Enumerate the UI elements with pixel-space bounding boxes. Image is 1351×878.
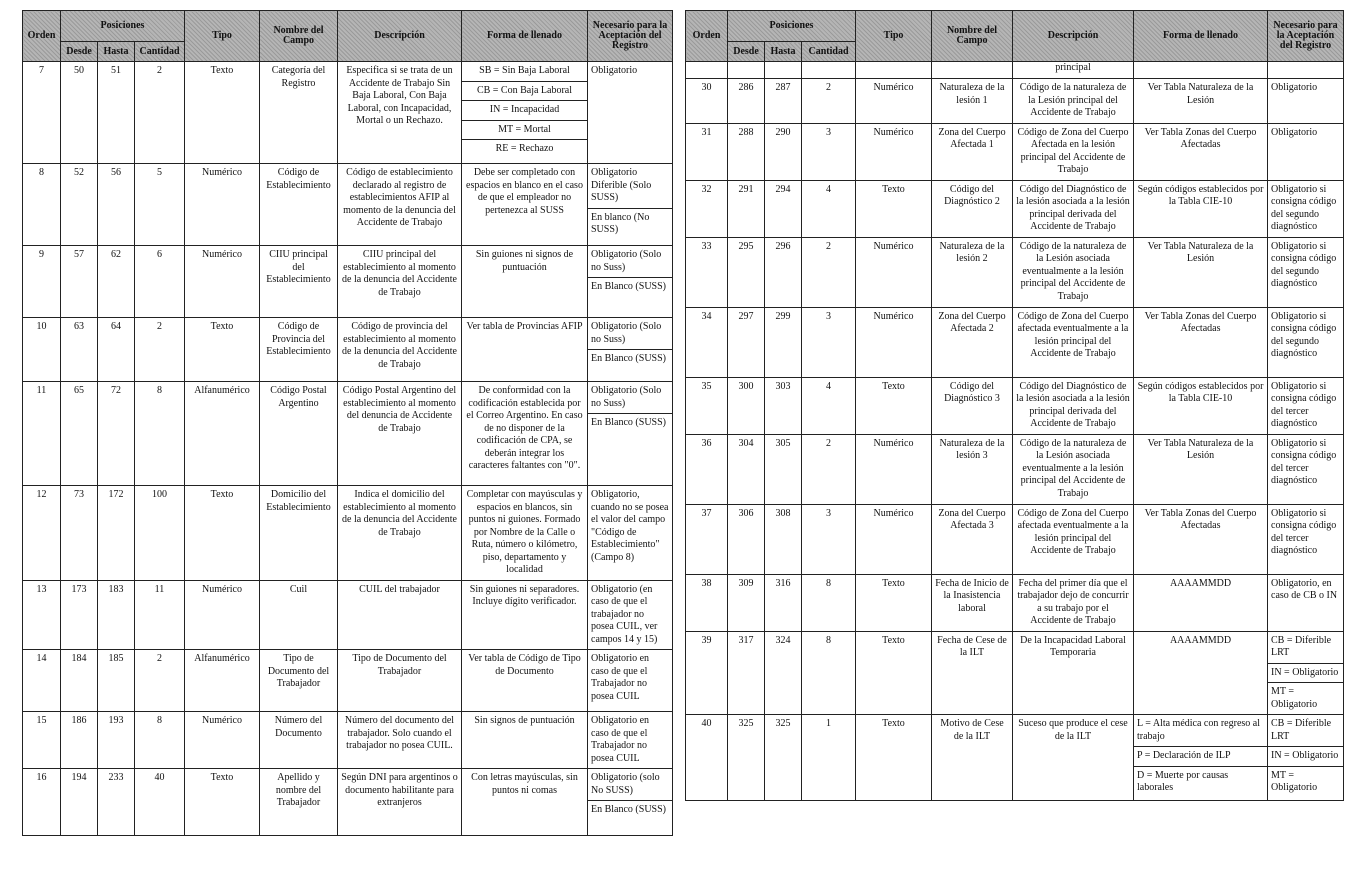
cell-orden: 8 <box>23 164 61 246</box>
cell-necesario <box>1268 504 1344 574</box>
table-row <box>686 377 1344 434</box>
cell-cantidad: 40 <box>135 769 185 836</box>
cell-nombre: Naturaleza de la lesión 2 <box>932 237 1013 307</box>
cell-cantidad: 2 <box>135 62 185 164</box>
cell-desde: 73 <box>61 486 98 581</box>
cell-nombre: Naturaleza de la lesión 3 <box>932 434 1013 504</box>
header-hasta: Hasta <box>765 42 802 62</box>
cell-forma <box>1134 504 1268 574</box>
cell-necesario <box>588 486 673 581</box>
necesario-line: En Blanco (SUSS) <box>588 277 672 297</box>
cell-hasta: 64 <box>98 318 135 382</box>
forma-line: Ver tabla de Código de Tipo de Documento <box>468 653 581 677</box>
cell-descripcion: Código de la naturaleza de la Lesión asociada eventualmente a la lesión principal del Accidente de Trabajo <box>1013 434 1134 504</box>
header-cantidad: Cantidad <box>802 42 856 62</box>
table-row <box>23 382 673 486</box>
necesario-line: IN = Obligatorio <box>1268 663 1343 683</box>
header-necesario: Necesario para la Aceptación del Registro <box>1268 11 1344 62</box>
cell-tipo: Numérico <box>185 712 260 769</box>
cell-hasta: 56 <box>98 164 135 246</box>
cell-desde: 186 <box>61 712 98 769</box>
forma-line: AAAAMMDD <box>1169 577 1232 589</box>
table-row <box>23 650 673 712</box>
header-posiciones: Posiciones <box>728 11 856 42</box>
header-desde: Desde <box>728 42 765 62</box>
table-row <box>23 486 673 581</box>
cell-nombre: Tipo de Documento del Trabajador <box>260 650 338 712</box>
cell-descripcion: Número del documento del trabajador. Solo cuando el trabajador no posea CUIL. <box>338 712 462 769</box>
forma-line: P = Declaración de ILP <box>1134 746 1267 766</box>
necesario-line: Obligatorio Diferible (Solo SUSS) <box>591 167 652 203</box>
forma-line: SB = Sin Baja Laboral <box>479 65 570 76</box>
cell-necesario <box>1268 237 1344 307</box>
cell-forma <box>462 246 588 318</box>
header-necesario: Necesario para la Aceptación del Registro <box>588 11 673 62</box>
cell-tipo: Texto <box>185 62 260 164</box>
cell-cantidad: 3 <box>802 504 856 574</box>
necesario-line: Obligatorio, cuando no se posea el valor del campo "Código de Establecimiento" (Campo 8) <box>591 489 669 563</box>
header-nombre: Nombre del Campo <box>260 11 338 62</box>
forma-line: MT = Mortal <box>462 120 587 140</box>
table-row <box>686 237 1344 307</box>
cell-forma <box>462 580 588 650</box>
cell-hasta: 172 <box>98 486 135 581</box>
cell-descripcion: Código de la naturaleza de la Lesión principal del Accidente de Trabajo <box>1013 79 1134 124</box>
cell-nombre: Código de Provincia del Establecimiento <box>260 318 338 382</box>
cell-cantidad: 8 <box>135 712 185 769</box>
cell-tipo: Numérico <box>856 307 932 377</box>
cell-necesario <box>1268 180 1344 237</box>
cell-desde: 57 <box>61 246 98 318</box>
cell-tipo: Texto <box>856 574 932 631</box>
cell-necesario <box>588 246 673 318</box>
cell-cantidad: 2 <box>135 650 185 712</box>
cell-forma <box>462 486 588 581</box>
cell-necesario <box>1268 307 1344 377</box>
cell-orden: 33 <box>686 237 728 307</box>
header-descripcion: Descripción <box>1013 11 1134 62</box>
cell-orden: 36 <box>686 434 728 504</box>
cell-necesario <box>1268 631 1344 715</box>
table-row <box>686 631 1344 715</box>
cell-orden: 9 <box>23 246 61 318</box>
cell-descripcion: Fecha del primer día que el trabajador dejo de concurrir a su trabajo por el Accidente de Trabajo <box>1013 574 1134 631</box>
forma-line: D = Muerte por causas laborales <box>1134 766 1267 798</box>
cell-cantidad: 2 <box>802 434 856 504</box>
cell-forma <box>462 62 588 164</box>
necesario-line: MT = Obligatorio <box>1268 682 1343 714</box>
necesario-line: MT = Obligatorio <box>1268 766 1343 798</box>
cell-orden: 7 <box>23 62 61 164</box>
cell-nombre: Zona del Cuerpo Afectada 1 <box>932 123 1013 180</box>
cell-orden: 31 <box>686 123 728 180</box>
necesario-line: Obligatorio (en caso de que el trabajador no posea CUIL, ver campos 14 y 15) <box>591 583 658 645</box>
cell-forma <box>1134 180 1268 237</box>
cell-tipo: Texto <box>856 631 932 715</box>
cell-nombre: Zona del Cuerpo Afectada 2 <box>932 307 1013 377</box>
necesario-line: Obligatorio (Solo no Suss) <box>591 321 662 345</box>
cell-descripcion: Código Postal Argentino del establecimiento al momento del denuncia de Accidente de Trabajo <box>338 382 462 486</box>
necesario-line: En Blanco (SUSS) <box>588 349 672 369</box>
header-posiciones: Posiciones <box>61 11 185 42</box>
cell-tipo: Texto <box>185 486 260 581</box>
necesario-line: IN = Obligatorio <box>1268 746 1343 766</box>
necesario-line: Obligatorio si consigna código del tercer diagnóstico <box>1271 507 1337 556</box>
cell-forma <box>1134 237 1268 307</box>
forma-line: Sin guiones ni signos de puntuación <box>475 249 574 273</box>
cell-necesario <box>1268 79 1344 124</box>
necesario-line: Obligatorio <box>1271 126 1318 138</box>
cell-orden: 13 <box>23 580 61 650</box>
necesario-line: CB = Diferible LRT <box>1271 718 1332 742</box>
cell-necesario <box>588 382 673 486</box>
cell-hasta: 316 <box>765 574 802 631</box>
cell-hasta: 299 <box>765 307 802 377</box>
cell-cantidad: 6 <box>135 246 185 318</box>
cell-tipo: Texto <box>185 769 260 836</box>
cell-necesario <box>588 769 673 836</box>
cell-nombre: Categoría del Registro <box>260 62 338 164</box>
forma-line: Ver Tabla Naturaleza de la Lesión <box>1147 240 1254 264</box>
cell-orden: 35 <box>686 377 728 434</box>
cell-forma <box>462 712 588 769</box>
necesario-line: Obligatorio, en caso de CB o IN <box>1271 577 1338 601</box>
forma-line: De conformidad con la codificación establecida por el Correo Argentino. En caso de no disponer de la codificación de CPA, se deberán integrar los caracteres faltantes con "0". <box>466 385 583 471</box>
cell-hasta: 62 <box>98 246 135 318</box>
forma-line: Ver Tabla Naturaleza de la Lesión <box>1147 82 1254 106</box>
cell-orden: 37 <box>686 504 728 574</box>
cell-nombre: Código Postal Argentino <box>260 382 338 486</box>
cell-necesario <box>588 580 673 650</box>
header-cantidad: Cantidad <box>135 42 185 62</box>
necesario-line: En Blanco (SUSS) <box>588 413 672 433</box>
cell-desde: 291 <box>728 180 765 237</box>
carry-over-row <box>686 62 1344 79</box>
cell-tipo: Numérico <box>856 79 932 124</box>
cell-forma <box>462 650 588 712</box>
forma-line: Según códigos establecidos por la Tabla CIE-10 <box>1137 183 1264 207</box>
cell-cantidad: 3 <box>802 123 856 180</box>
cell-tipo: Numérico <box>185 580 260 650</box>
cell-cantidad: 8 <box>135 382 185 486</box>
cell-necesario <box>1268 574 1344 631</box>
cell-necesario <box>588 318 673 382</box>
cell-cantidad: 1 <box>802 715 856 801</box>
necesario-line: Obligatorio <box>591 65 638 76</box>
cell-desde: 286 <box>728 79 765 124</box>
cell-nombre: Fecha de Cese de la ILT <box>932 631 1013 715</box>
cell-desde: 184 <box>61 650 98 712</box>
cell-nombre: Apellido y nombre del Trabajador <box>260 769 338 836</box>
table-row <box>686 574 1344 631</box>
cell-tipo: Texto <box>856 715 932 801</box>
cell-cantidad: 2 <box>135 318 185 382</box>
cell-hasta: 72 <box>98 382 135 486</box>
cell-nombre: Zona del Cuerpo Afectada 3 <box>932 504 1013 574</box>
cell-nombre: Código del Diagnóstico 2 <box>932 180 1013 237</box>
cell-hasta: 305 <box>765 434 802 504</box>
cell-hasta: 233 <box>98 769 135 836</box>
header-forma: Forma de llenado <box>462 11 588 62</box>
cell-cantidad: 11 <box>135 580 185 650</box>
cell-nombre: CIIU principal del Establecimiento <box>260 246 338 318</box>
cell-desde: 317 <box>728 631 765 715</box>
header-forma: Forma de llenado <box>1134 11 1268 62</box>
cell-descripcion: Tipo de Documento del Trabajador <box>338 650 462 712</box>
cell-hasta: 303 <box>765 377 802 434</box>
cell-desde: 297 <box>728 307 765 377</box>
cell-nombre: Domicilio del Establecimiento <box>260 486 338 581</box>
necesario-line: Obligatorio (solo No SUSS) <box>591 772 660 796</box>
header-tipo: Tipo <box>856 11 932 62</box>
cell-tipo: Texto <box>856 180 932 237</box>
cell-desde: 300 <box>728 377 765 434</box>
header-tipo: Tipo <box>185 11 260 62</box>
cell-necesario <box>1268 377 1344 434</box>
forma-line: RE = Rechazo <box>462 139 587 159</box>
header-orden: Orden <box>23 11 61 62</box>
cell-tipo: Numérico <box>185 246 260 318</box>
table-row <box>686 180 1344 237</box>
header-desde: Desde <box>61 42 98 62</box>
cell-desde: 63 <box>61 318 98 382</box>
cell-forma <box>1134 574 1268 631</box>
cell-hasta: 294 <box>765 180 802 237</box>
cell-descripcion: Código del Diagnóstico de la lesión asociada a la lesión principal derivada del Accidente de Trabajo <box>1013 180 1134 237</box>
cell-hasta: 325 <box>765 715 802 801</box>
cell-forma <box>462 164 588 246</box>
cell-necesario <box>588 650 673 712</box>
carry-over-text: principal <box>1013 62 1134 79</box>
cell-orden: 15 <box>23 712 61 769</box>
cell-desde: 309 <box>728 574 765 631</box>
cell-nombre: Código de Establecimiento <box>260 164 338 246</box>
cell-hasta: 290 <box>765 123 802 180</box>
cell-tipo: Numérico <box>856 123 932 180</box>
cell-orden: 30 <box>686 79 728 124</box>
table-row <box>23 246 673 318</box>
necesario-line: Obligatorio si consigna código del tercer diagnóstico <box>1271 380 1337 429</box>
cell-forma <box>1134 715 1268 801</box>
cell-descripcion: Código de establecimiento declarado al registro de establecimientos AFIP al momento de la denuncia del Accidente de Trabajo <box>338 164 462 246</box>
cell-orden: 10 <box>23 318 61 382</box>
cell-necesario <box>1268 123 1344 180</box>
table-row <box>686 79 1344 124</box>
forma-line: Ver Tabla Naturaleza de la Lesión <box>1147 437 1254 461</box>
table-row <box>23 712 673 769</box>
cell-cantidad: 8 <box>802 631 856 715</box>
forma-line: IN = Incapacidad <box>462 100 587 120</box>
necesario-line: Obligatorio (Solo no Suss) <box>591 249 662 273</box>
cell-descripcion: Código de provincia del establecimiento al momento de la denuncia del Accidente de Trabajo <box>338 318 462 382</box>
necesario-line: CB = Diferible LRT <box>1271 634 1332 658</box>
cell-forma <box>462 769 588 836</box>
forma-line: Ver tabla de Provincias AFIP <box>466 321 583 332</box>
cell-forma <box>462 382 588 486</box>
forma-line: Completar con mayúsculas y espacios en blancos, sin puntos ni guiones. Formado por Nombre de la Calle o Ruta, número o kilómetro, piso, departamento y localidad <box>466 489 583 575</box>
cell-desde: 306 <box>728 504 765 574</box>
table-row <box>686 504 1344 574</box>
table-row <box>686 434 1344 504</box>
cell-tipo: Numérico <box>856 237 932 307</box>
cell-desde: 194 <box>61 769 98 836</box>
fields-table-right <box>685 10 1344 801</box>
table-row <box>23 769 673 836</box>
forma-line: Según códigos establecidos por la Tabla CIE-10 <box>1137 380 1264 404</box>
cell-cantidad: 2 <box>802 237 856 307</box>
cell-hasta: 51 <box>98 62 135 164</box>
cell-orden: 12 <box>23 486 61 581</box>
cell-desde: 50 <box>61 62 98 164</box>
cell-hasta: 296 <box>765 237 802 307</box>
cell-forma <box>1134 123 1268 180</box>
necesario-line: Obligatorio (Solo no Suss) <box>591 385 662 409</box>
cell-necesario <box>588 62 673 164</box>
cell-orden: 39 <box>686 631 728 715</box>
cell-nombre: Número del Documento <box>260 712 338 769</box>
cell-orden: 38 <box>686 574 728 631</box>
table-row <box>23 318 673 382</box>
cell-descripcion: Código del Diagnóstico de la lesión asociada a la lesión principal derivada del Accidente de Trabajo <box>1013 377 1134 434</box>
table-body-right <box>686 62 1344 801</box>
forma-line: Con letras mayúsculas, sin puntos ni comas <box>471 772 578 796</box>
cell-descripcion: Especifica si se trata de un Accidente de Trabajo Sin Baja Laboral, Con Baja Laboral, con Incapacidad, Mortal o un Rechazo. <box>338 62 462 164</box>
forma-line: CB = Con Baja Laboral <box>462 81 587 101</box>
forma-line: L = Alta médica con regreso al trabajo <box>1137 718 1260 742</box>
cell-orden: 34 <box>686 307 728 377</box>
forma-line: Debe ser completado con espacios en blanco en el caso de que el empleador no pertenezca al SUSS <box>466 167 583 216</box>
cell-nombre: Motivo de Cese de la ILT <box>932 715 1013 801</box>
cell-descripcion: CUIL del trabajador <box>338 580 462 650</box>
left-page-table <box>22 10 672 836</box>
cell-orden: 11 <box>23 382 61 486</box>
cell-nombre: Fecha de Inicio de la Inasistencia laboral <box>932 574 1013 631</box>
table-row <box>686 307 1344 377</box>
cell-tipo: Alfanumérico <box>185 650 260 712</box>
cell-forma <box>1134 434 1268 504</box>
cell-hasta: 308 <box>765 504 802 574</box>
cell-nombre: Naturaleza de la lesión 1 <box>932 79 1013 124</box>
cell-orden: 32 <box>686 180 728 237</box>
cell-hasta: 324 <box>765 631 802 715</box>
cell-descripcion: CIIU principal del establecimiento al momento de la denuncia del Accidente de Trabajo <box>338 246 462 318</box>
cell-necesario <box>1268 715 1344 801</box>
table-row <box>23 164 673 246</box>
necesario-line: Obligatorio si consigna código del segundo diagnóstico <box>1271 240 1337 289</box>
cell-nombre: Cuil <box>260 580 338 650</box>
cell-orden: 40 <box>686 715 728 801</box>
cell-tipo: Numérico <box>185 164 260 246</box>
header-orden: Orden <box>686 11 728 62</box>
fields-table-left <box>22 10 673 836</box>
cell-cantidad: 2 <box>802 79 856 124</box>
cell-descripcion: Código de Zona del Cuerpo afectada eventualmente a la lesión principal del Accidente de Trabajo <box>1013 307 1134 377</box>
cell-desde: 288 <box>728 123 765 180</box>
cell-descripcion: Código de Zona del Cuerpo Afectada en la lesión principal del Accidente de Trabajo <box>1013 123 1134 180</box>
cell-hasta: 193 <box>98 712 135 769</box>
forma-line: Sin signos de puntuación <box>474 715 575 726</box>
header-nombre: Nombre del Campo <box>932 11 1013 62</box>
cell-orden: 14 <box>23 650 61 712</box>
cell-hasta: 185 <box>98 650 135 712</box>
cell-descripcion: Según DNI para argentinos o documento habilitante para extranjeros <box>338 769 462 836</box>
cell-descripcion: Código de la naturaleza de la Lesión asociada eventualmente a la lesión principal del Accidente de Trabajo <box>1013 237 1134 307</box>
cell-descripcion: Suceso que produce el cese de la ILT <box>1013 715 1134 801</box>
cell-forma <box>1134 307 1268 377</box>
cell-descripcion: Indica el domicilio del establecimiento al momento de la denuncia del Accidente de Trabajo <box>338 486 462 581</box>
cell-tipo: Alfanumérico <box>185 382 260 486</box>
forma-line: Ver Tabla Zonas del Cuerpo Afectadas <box>1144 126 1257 150</box>
header-descripcion: Descripción <box>338 11 462 62</box>
header-hasta: Hasta <box>98 42 135 62</box>
necesario-line: Obligatorio en caso de que el Trabajador no posea CUIL <box>591 715 650 764</box>
cell-forma <box>1134 377 1268 434</box>
cell-desde: 325 <box>728 715 765 801</box>
forma-line: Ver Tabla Zonas del Cuerpo Afectadas <box>1144 310 1257 334</box>
necesario-line: Obligatorio si consigna código del tercer diagnóstico <box>1271 437 1337 486</box>
cell-desde: 295 <box>728 237 765 307</box>
cell-descripcion: De la Incapacidad Laboral Temporaria <box>1013 631 1134 715</box>
cell-cantidad: 3 <box>802 307 856 377</box>
cell-necesario <box>1268 434 1344 504</box>
necesario-line: Obligatorio si consigna código del segundo diagnóstico <box>1271 310 1337 359</box>
necesario-line: Obligatorio en caso de que el Trabajador no posea CUIL <box>591 653 650 702</box>
cell-forma <box>462 318 588 382</box>
forma-line: Ver Tabla Zonas del Cuerpo Afectadas <box>1144 507 1257 531</box>
cell-forma <box>1134 631 1268 715</box>
cell-desde: 173 <box>61 580 98 650</box>
cell-desde: 304 <box>728 434 765 504</box>
cell-cantidad: 4 <box>802 377 856 434</box>
cell-cantidad: 4 <box>802 180 856 237</box>
necesario-line: En blanco (No SUSS) <box>588 208 672 240</box>
cell-nombre: Código del Diagnóstico 3 <box>932 377 1013 434</box>
cell-cantidad: 8 <box>802 574 856 631</box>
cell-orden: 16 <box>23 769 61 836</box>
cell-tipo: Texto <box>856 377 932 434</box>
table-row <box>23 62 673 164</box>
cell-cantidad: 5 <box>135 164 185 246</box>
cell-descripcion: Código de Zona del Cuerpo afectada eventualmente a la lesión principal del Accidente de Trabajo <box>1013 504 1134 574</box>
cell-tipo: Texto <box>185 318 260 382</box>
table-row <box>686 123 1344 180</box>
forma-line: Sin guiones ni separadores. Incluye dígito verificador. <box>469 583 580 607</box>
cell-tipo: Numérico <box>856 434 932 504</box>
table-row <box>686 715 1344 801</box>
right-page-table <box>685 10 1343 801</box>
cell-tipo: Numérico <box>856 504 932 574</box>
necesario-line: En Blanco (SUSS) <box>588 800 672 820</box>
necesario-line: Obligatorio <box>1271 82 1318 93</box>
table-row <box>23 580 673 650</box>
table-body-left <box>23 62 673 836</box>
cell-hasta: 287 <box>765 79 802 124</box>
cell-cantidad: 100 <box>135 486 185 581</box>
cell-necesario <box>588 712 673 769</box>
forma-line: AAAAMMDD <box>1169 634 1232 646</box>
cell-hasta: 183 <box>98 580 135 650</box>
cell-forma <box>1134 79 1268 124</box>
necesario-line: Obligatorio si consigna código del segundo diagnóstico <box>1271 183 1337 232</box>
cell-desde: 52 <box>61 164 98 246</box>
cell-desde: 65 <box>61 382 98 486</box>
cell-necesario <box>588 164 673 246</box>
